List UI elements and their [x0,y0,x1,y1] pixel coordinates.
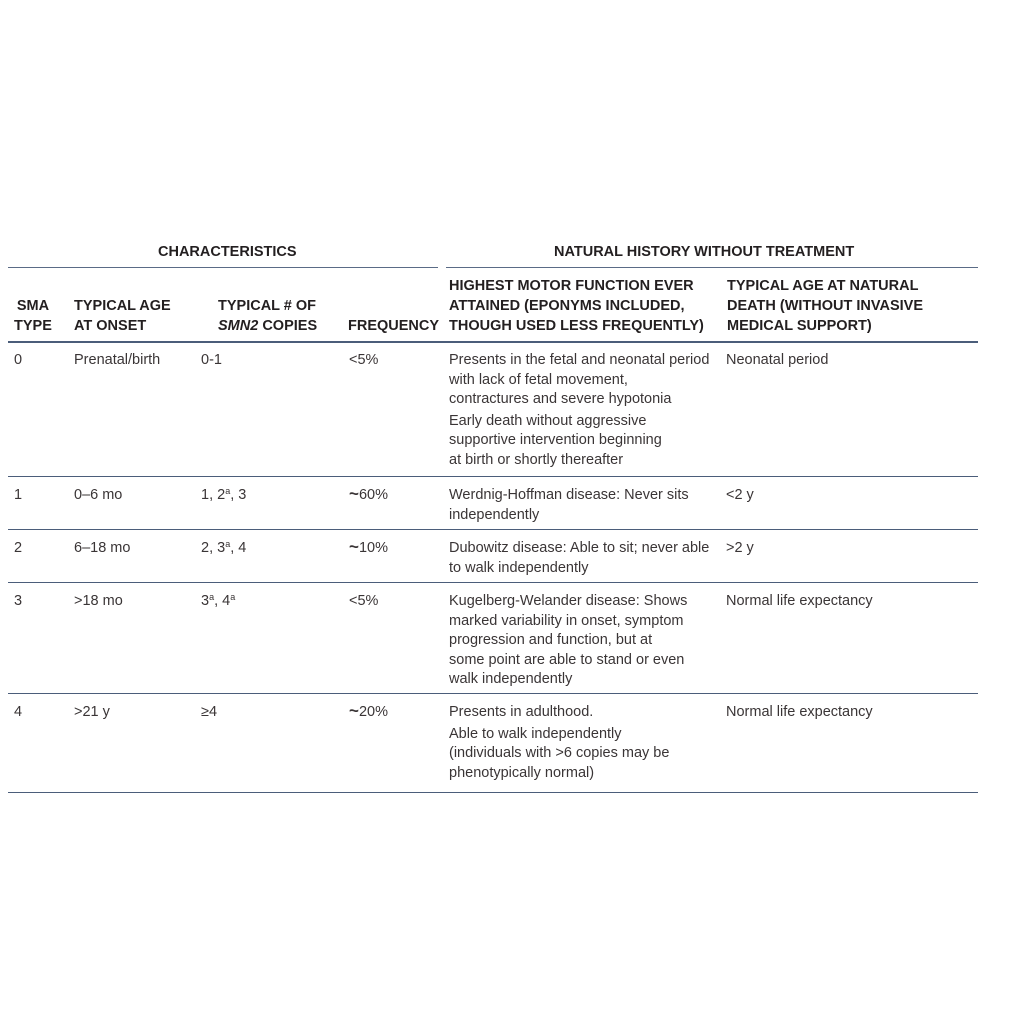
col-header-smn2-line [218,316,317,336]
motor-line: contractures and severe hypotonia [449,391,672,407]
table-row [8,694,978,793]
table-row [8,477,978,530]
cell-age-death: <2 y [726,487,754,503]
cell-age-death: Normal life expectancy [726,593,873,609]
motor-paragraph [449,351,709,410]
approx-sign: ~ [349,701,359,720]
motor-line: at birth or shortly thereafter [449,451,624,468]
motor-paragraph [449,703,669,723]
motor-line: supportive intervention beginning [449,432,662,448]
approx-sign: ~ [349,537,359,556]
col-header-smn2-line: TYPICAL # OF [218,298,317,314]
motor-paragraph [449,412,709,471]
sma-table [8,240,978,793]
cell-frequency [349,539,388,559]
cell-age-death: Neonatal period [726,352,829,368]
table-row [8,583,978,694]
cell-type: 2 [14,540,23,556]
cell-frequency [349,703,388,723]
motor-line: marked variability in onset, symptom [449,612,684,629]
motor-paragraph [449,725,669,784]
smn2-gene-name: SMN2 [218,318,259,334]
cell-smn2-copies [201,703,217,723]
col-header-motor-function [449,276,704,336]
cell-age-onset: 6–18 mo [74,540,131,556]
table-body [8,342,978,793]
copies-text: 2, 3 [201,540,226,556]
motor-paragraph [449,592,687,690]
cell-age-onset: 0–6 mo [74,487,123,503]
motor-line: phenotypically normal) [449,764,595,781]
cell-frequency [349,486,388,506]
frequency-value: 10% [358,540,388,556]
smn2-copies-word: COPIES [258,318,318,334]
motor-line: Presents in adulthood. [449,704,594,720]
col-header-smn2-copies [218,296,317,336]
motor-line: Werdnig-Hoffman disease: Never sits [449,487,689,503]
col-header-motor-line: ATTAINED (EPONYMS INCLUDED, [449,298,685,314]
motor-line: walk independently [449,671,573,687]
motor-line: Dubowitz disease: Able to sit; never able [449,540,710,556]
cell-motor-function [449,351,709,472]
cell-motor-function [449,703,669,785]
motor-line: Presents in the fetal and neonatal period [449,352,710,368]
col-header-sma-type-line: SMA [16,298,50,314]
motor-line: Able to walk independently [449,725,622,742]
col-header-death-line: DEATH (WITHOUT INVASIVE [727,298,924,314]
col-header-frequency [348,316,439,336]
col-header-age-death [727,276,923,336]
col-header-motor-line: HIGHEST MOTOR FUNCTION EVER [449,278,694,294]
copies-text: , 4 [214,593,231,609]
cell-age-death: >2 y [726,540,754,556]
footnote-marker: a [230,592,236,602]
col-header-sma-type [14,296,52,336]
cell-age-death: Normal life expectancy [726,704,873,720]
copies-text: 3 [201,593,210,609]
cell-type: 1 [14,487,23,503]
cell-motor-function [449,539,709,580]
cell-type: 0 [14,352,23,368]
col-header-frequency-line: FREQUENCY [348,318,440,334]
cell-frequency [349,351,378,371]
cell-type: 4 [14,704,23,720]
cell-age-onset: Prenatal/birth [74,352,161,368]
table-row [8,530,978,583]
frequency-value: 60% [358,487,388,503]
motor-paragraph [449,539,709,578]
motor-line: progression and function, but at [449,632,653,648]
motor-line: independently [449,506,540,523]
motor-line: Kugelberg-Welander disease: Shows [449,593,688,609]
cell-age-onset: >18 mo [74,593,123,609]
frequency-value: <5% [349,352,379,368]
group-header-row [8,240,978,268]
motor-paragraph [449,486,689,525]
frequency-value: <5% [349,593,379,609]
cell-smn2-copies [201,351,222,371]
col-header-age-onset [74,296,171,336]
cell-smn2-copies [201,592,235,612]
col-header-death-line: MEDICAL SUPPORT) [727,318,872,334]
cell-type: 3 [14,593,23,609]
footnote-marker: a [225,486,231,496]
col-header-age-onset-line: TYPICAL AGE [74,298,171,314]
cell-motor-function [449,486,689,527]
motor-line: (individuals with >6 copies may be [449,745,670,761]
col-header-age-onset-line: AT ONSET [74,318,147,334]
motor-line: with lack of fetal movement, [449,371,628,388]
frequency-value: 20% [358,704,388,720]
motor-line: to walk independently [449,559,589,576]
copies-text: , 4 [230,540,247,556]
cell-motor-function [449,592,687,692]
footnote-marker: a [225,539,231,549]
column-header-row [8,268,978,342]
cell-smn2-copies [201,539,246,559]
cell-frequency [349,592,378,612]
col-header-sma-type-line: TYPE [14,318,52,334]
footnote-marker: a [209,592,215,602]
copies-text: 1, 2 [201,487,226,503]
copies-text: 0-1 [201,352,222,368]
group-header-characteristics: CHARACTERISTICS [158,244,297,260]
approx-sign: ~ [349,484,359,503]
table-row [8,342,978,477]
copies-text: , 3 [230,487,247,503]
group-header-natural-history: NATURAL HISTORY WITHOUT TREATMENT [554,244,855,260]
motor-line: some point are able to stand or even [449,651,685,668]
copies-text: ≥4 [201,704,218,720]
motor-line: Early death without aggressive [449,412,647,429]
cell-age-onset: >21 y [74,704,110,720]
col-header-death-line: TYPICAL AGE AT NATURAL [727,278,919,294]
col-header-motor-line: THOUGH USED LESS FREQUENTLY) [449,318,704,334]
cell-smn2-copies [201,486,246,506]
